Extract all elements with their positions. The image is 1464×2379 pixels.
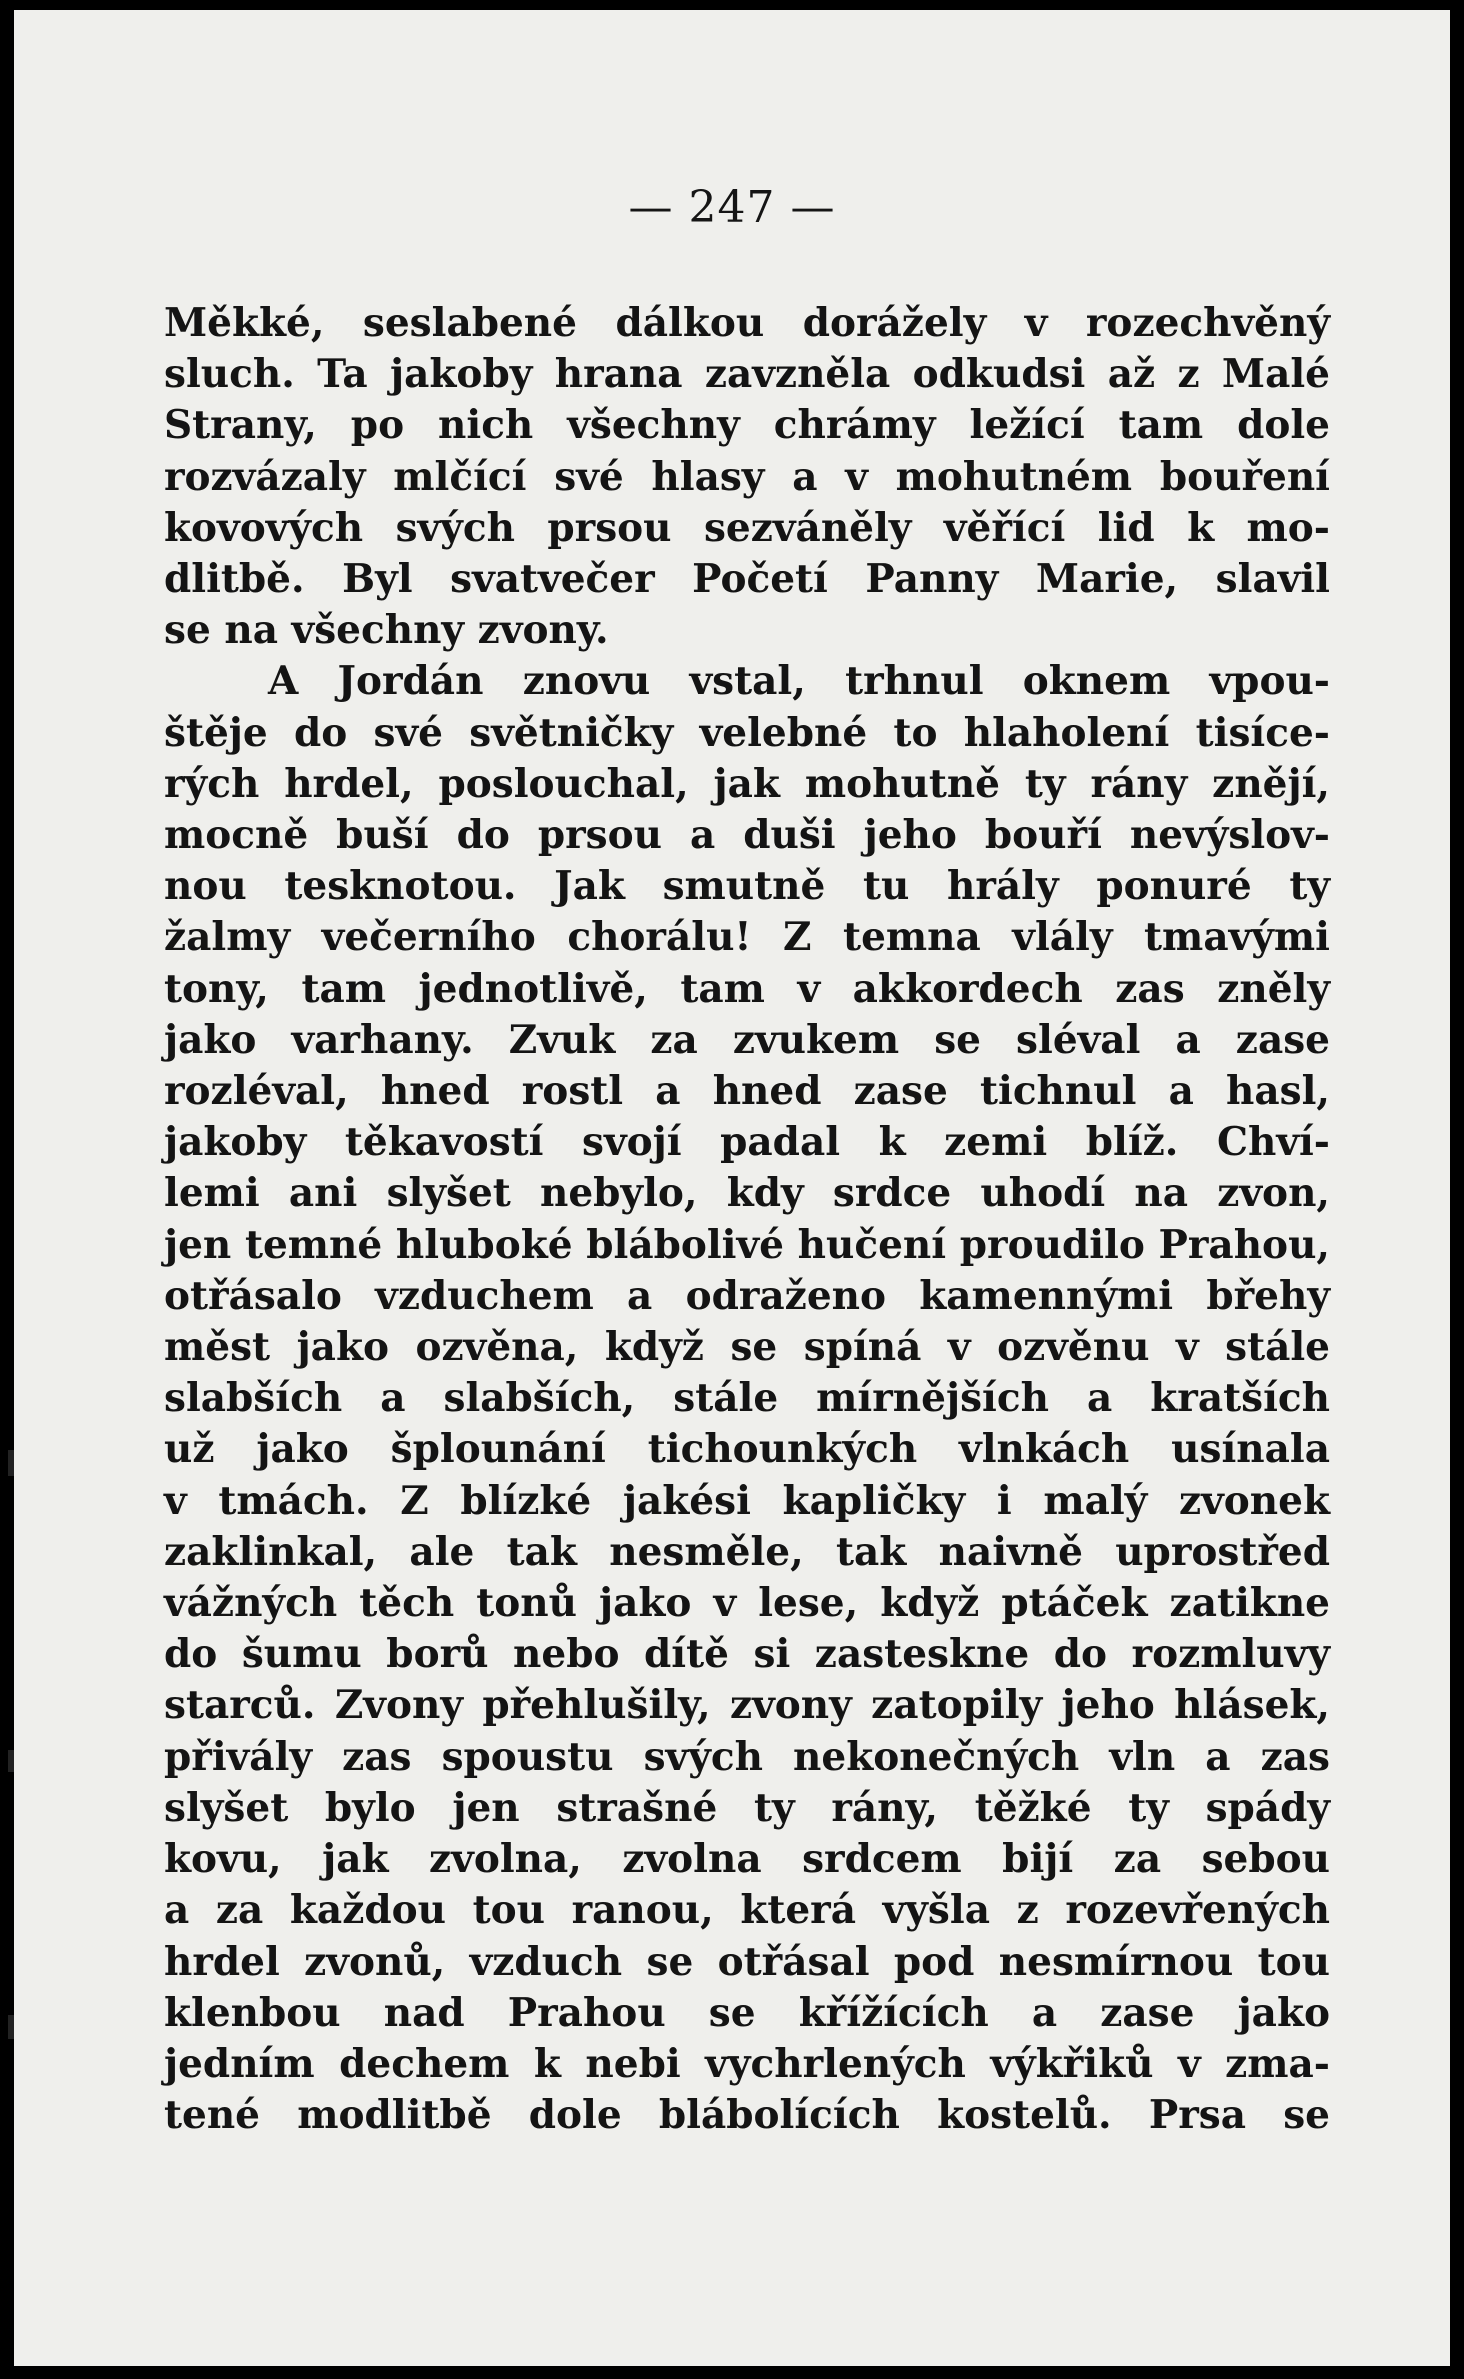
text-line: do šumu borů nebo dítě si zasteskne do rozmluvy: [164, 1631, 1330, 1678]
binding-mark: [8, 2015, 14, 2039]
text-line: rých hrdel, poslouchal, jak mohutně ty rány znějí,: [164, 760, 1330, 807]
text-line: se na všechny zvony.: [164, 607, 609, 654]
text-line: tony, tam jednotlivě, tam v akkordech zas zněly: [164, 965, 1330, 1012]
text-line: dlitbě. Byl svatvečer Početí Panny Marie, slavil: [164, 556, 1330, 603]
text-line: klenbou nad Prahou se křížících a zase jako: [164, 1989, 1330, 2036]
text-line: zaklinkal, ale tak nesměle, tak naivně uprostřed: [164, 1528, 1330, 1575]
text-line: slabších a slabších, stále mírnějších a kratších: [164, 1375, 1330, 1422]
text-line: už jako šplounání tichounkých vlnkách usínala: [164, 1426, 1330, 1473]
text-line: jedním dechem k nebi vychrlených výkřiků v zma-: [164, 2040, 1330, 2087]
text-line: a za každou tou ranou, která vyšla z rozevřených: [164, 1887, 1330, 1934]
book-page: [14, 10, 1450, 2366]
text-line: A Jordán znovu vstal, trhnul oknem vpou-: [268, 658, 1330, 705]
text-line: v tmách. Z blízké jakési kapličky i malý zvonek: [164, 1477, 1330, 1524]
binding-mark: [8, 1750, 14, 1772]
text-line: Měkké, seslabené dálkou dorážely v rozechvěný: [164, 300, 1330, 346]
text-line: jako varhany. Zvuk za zvukem se sléval a zase: [164, 1016, 1330, 1063]
binding-mark: [8, 1450, 14, 1476]
text-line: štěje do své světničky velebné to hlaholení tisíce-: [164, 709, 1330, 756]
text-line: otřásalo vzduchem a odraženo kamennými břehy: [164, 1272, 1330, 1319]
text-line: vážných těch tonů jako v lese, když ptáček zatikne: [164, 1580, 1330, 1627]
text-line: kovových svých prsou sezváněly věřící lid k mo-: [164, 504, 1330, 551]
text-line: přivály zas spoustu svých nekonečných vln a zas: [164, 1733, 1330, 1780]
text-line: starců. Zvony přehlušily, zvony zatopily jeho hlásek,: [164, 1682, 1330, 1729]
text-line: sluch. Ta jakoby hrana zavzněla odkudsi až z Malé: [164, 351, 1330, 398]
text-line: kovu, jak zvolna, zvolna srdcem bijí za sebou: [164, 1836, 1330, 1883]
text-line: měst jako ozvěna, když se spíná v ozvěnu v stále: [164, 1324, 1330, 1371]
text-line: rozléval, hned rostl a hned zase tichnul a hasl,: [164, 1068, 1330, 1115]
paragraph-2: [164, 656, 1330, 2141]
page-number: — 247 —: [628, 182, 836, 233]
body-text: [164, 298, 1330, 2141]
text-line: nou tesknotou. Jak smutně tu hrály ponuré ty: [164, 863, 1330, 910]
text-line: Strany, po nich všechny chrámy ležící tam dole: [164, 402, 1330, 449]
text-line: jakoby těkavostí svojí padal k zemi blíž. Chví-: [164, 1119, 1330, 1166]
text-line: lemi ani slyšet nebylo, kdy srdce uhodí na zvon,: [164, 1170, 1330, 1217]
text-line: mocně buší do prsou a duši jeho bouří nevýslov-: [164, 812, 1330, 859]
text-line: jen temné hluboké blábolivé hučení proudilo Prahou,: [164, 1221, 1330, 1268]
paragraph-1: [164, 298, 1330, 656]
text-line: slyšet bylo jen strašné ty rány, těžké ty spády: [164, 1784, 1330, 1831]
text-line: rozvázaly mlčící své hlasy a v mohutném bouření: [164, 453, 1330, 500]
text-line: tené modlitbě dole blábolících kostelů. Prsa se: [164, 2092, 1330, 2139]
text-line: hrdel zvonů, vzduch se otřásal pod nesmírnou tou: [164, 1938, 1330, 1985]
text-line: žalmy večerního chorálu! Z temna vlály tmavými: [164, 914, 1330, 961]
